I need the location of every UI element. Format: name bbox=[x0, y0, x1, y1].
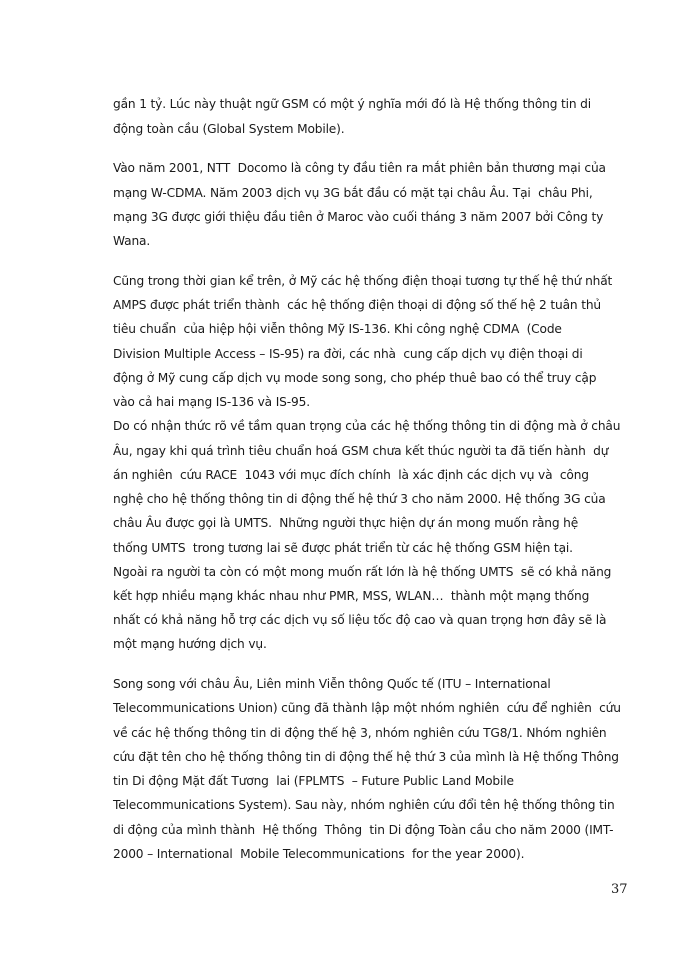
text-line: một mạng hướng dịch vụ. bbox=[113, 637, 267, 651]
text-line: động ở Mỹ cung cấp dịch vụ mode song song, cho phép thuê bao có thể truy cập bbox=[113, 371, 597, 385]
text-line: nhất có khả năng hỗ trợ các dịch vụ số liệu tốc độ cao và quan trọng hơn đây sẽ là bbox=[113, 613, 607, 627]
text-line: châu Âu được gọi là UMTS. Những người thực hiện dự án mong muốn rằng hệ bbox=[113, 516, 579, 530]
text-line: động toàn cầu (Global System Mobile). bbox=[113, 122, 345, 136]
text-line: án nghiên cứu RACE 1043 với mục đích chính là xác định các dịch vụ và công bbox=[113, 468, 589, 482]
text-line: nghệ cho hệ thống thông tin di động thế hệ thứ 3 cho năm 2000. Hệ thống 3G của bbox=[113, 492, 606, 506]
text-line: 2000 – International Mobile Telecommunications for the year 2000). bbox=[113, 847, 525, 861]
text-line: thống UMTS trong tương lai sẽ được phát triển từ các hệ thống GSM hiện tại. bbox=[113, 541, 573, 555]
text-line: Division Multiple Access – IS-95) ra đời, các nhà cung cấp dịch vụ điện thoại di bbox=[113, 347, 583, 361]
text-line: tin Di động Mặt đất Tương lai (FPLMTS – Future Public Land Mobile bbox=[113, 774, 514, 788]
text-line: Âu, ngay khi quá trình tiêu chuẩn hoá GSM chưa kết thúc người ta đã tiến hành dự bbox=[113, 444, 609, 458]
text-line: cứu đặt tên cho hệ thống thông tin di động thế hệ thứ 3 của mình là Hệ thống Thông bbox=[113, 750, 619, 764]
text-line: Wana. bbox=[113, 234, 151, 248]
text-line: vào cả hai mạng IS-136 và IS-95. bbox=[113, 395, 310, 409]
text-line: gần 1 tỷ. Lúc này thuật ngữ GSM có một ý nghĩa mới đó là Hệ thống thông tin di bbox=[113, 97, 592, 111]
text-line: kết hợp nhiều mạng khác nhau như PMR, MSS, WLAN… thành một mạng thống bbox=[113, 589, 590, 603]
text-line: Cũng trong thời gian kể trên, ở Mỹ các hệ thống điện thoại tương tự thế hệ thứ nhất bbox=[113, 274, 613, 288]
page-number: 37 bbox=[611, 882, 628, 897]
text-line: mạng W-CDMA. Năm 2003 dịch vụ 3G bắt đầu có mặt tại châu Âu. Tại châu Phi, bbox=[113, 186, 593, 200]
text-line: mạng 3G được giới thiệu đầu tiên ở Maroc vào cuối tháng 3 năm 2007 bởi Công ty bbox=[113, 210, 604, 224]
text-line: Vào năm 2001, NTT Docomo là công ty đầu tiên ra mắt phiên bản thương mại của bbox=[113, 161, 606, 175]
text-line: Telecommunications Union) cũng đã thành lập một nhóm nghiên cứu để nghiên cứu bbox=[113, 701, 621, 715]
text-line: di động của mình thành Hệ thống Thông tin Di động Toàn cầu cho năm 2000 (IMT- bbox=[113, 823, 614, 837]
text-line: tiêu chuẩn của hiệp hội viễn thông Mỹ IS-136. Khi công nghệ CDMA (Code bbox=[113, 322, 562, 336]
text-line: AMPS được phát triển thành các hệ thống điện thoại di động số thế hệ 2 tuân thủ bbox=[113, 298, 601, 312]
text-line: Do có nhận thức rõ về tầm quan trọng của các hệ thống thông tin di động mà ở châu bbox=[113, 419, 621, 433]
text-line: về các hệ thống thông tin di động thế hệ 3, nhóm nghiên cứu TG8/1. Nhóm nghiên bbox=[113, 726, 607, 740]
text-line: Song song với châu Âu, Liên minh Viễn thông Quốc tế (ITU – International bbox=[113, 677, 551, 691]
text-line: Ngoài ra người ta còn có một mong muốn rất lớn là hệ thống UMTS sẽ có khả năng bbox=[113, 565, 612, 579]
text-line: Telecommunications System). Sau này, nhóm nghiên cứu đổi tên hệ thống thông tin bbox=[113, 798, 615, 812]
